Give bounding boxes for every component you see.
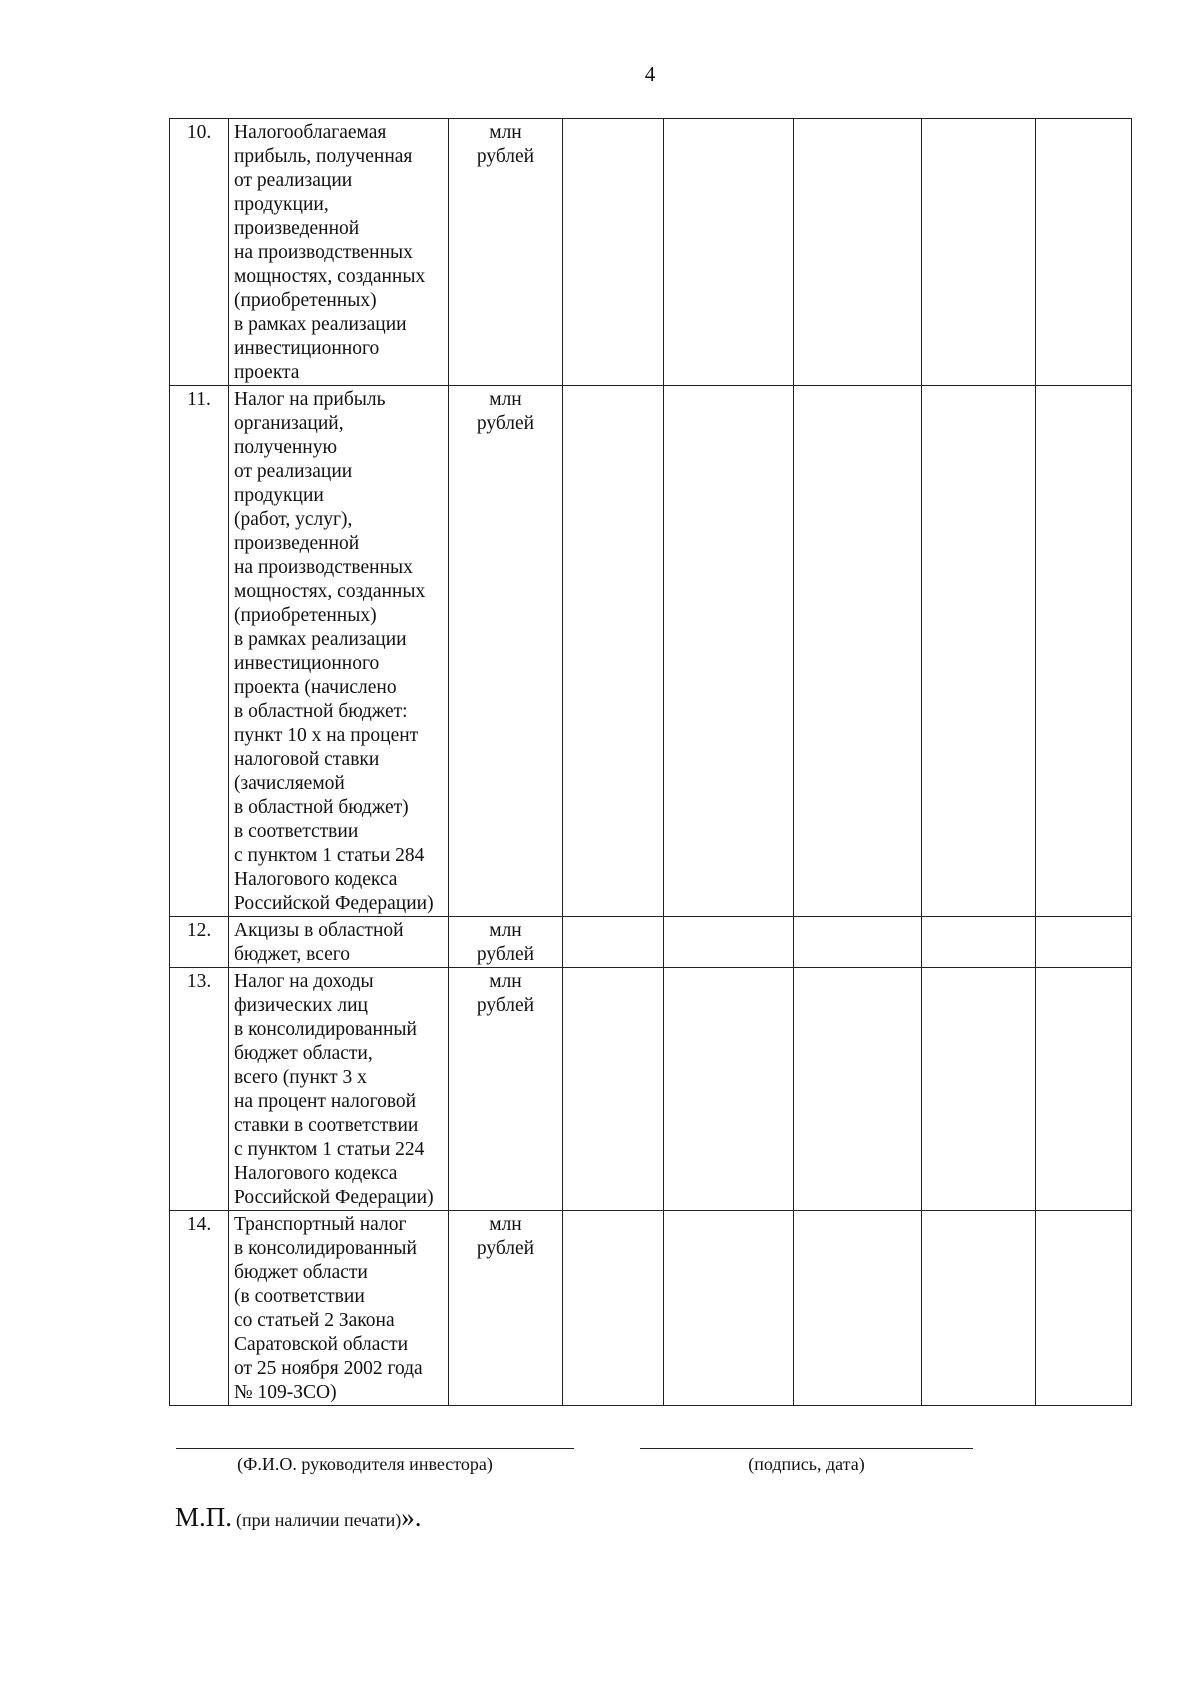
value-cell <box>664 1211 794 1406</box>
value-cell <box>922 386 1036 917</box>
value-cell <box>922 917 1036 968</box>
value-cell <box>922 119 1036 386</box>
value-cell <box>1036 917 1132 968</box>
value-cell <box>794 917 922 968</box>
row-unit: млн рублей <box>449 968 563 1211</box>
signature-line <box>640 1448 973 1449</box>
value-cell <box>664 119 794 386</box>
value-cell <box>664 968 794 1211</box>
table-row <box>170 917 1132 968</box>
table-row <box>170 119 1132 386</box>
row-number: 12. <box>170 917 229 968</box>
signature-block <box>0 1432 1200 1472</box>
row-description: Налогооблагаемая прибыль, полученная от реализации продукции, произведенной на производственных мощностях, созданных (приобретенных) в рамках реализации инвестиционного проекта <box>229 119 449 386</box>
row-number: 11. <box>170 386 229 917</box>
value-cell <box>563 917 664 968</box>
name-caption: (Ф.И.О. руководителя инвестора) <box>237 1454 493 1474</box>
row-number: 10. <box>170 119 229 386</box>
stamp-note <box>175 1502 421 1533</box>
row-description: Налог на прибыль организаций, полученную от реализации продукции (работ, услуг), произведенной на производственных мощностях, созданных (приобретенных) в рамках реализации инвестиционного проекта (начислено в областной бюджет: пункт 10 х на процент налоговой ставки (зачисляемой в областной бюджет) в соответствии с пунктом 1 статьи 284 Налогового кодекса Российской Федерации) <box>229 386 449 917</box>
row-unit: млн рублей <box>449 386 563 917</box>
name-line <box>176 1448 574 1449</box>
value-cell <box>664 917 794 968</box>
table-row <box>170 386 1132 917</box>
value-cell <box>563 1211 664 1406</box>
row-number: 14. <box>170 1211 229 1406</box>
value-cell <box>1036 119 1132 386</box>
table-row <box>170 1211 1132 1406</box>
value-cell <box>1036 968 1132 1211</box>
value-cell <box>794 1211 922 1406</box>
value-cell <box>563 119 664 386</box>
value-cell <box>794 968 922 1211</box>
row-unit: млн рублей <box>449 119 563 386</box>
row-number: 13. <box>170 968 229 1211</box>
row-description: Акцизы в областной бюджет, всего <box>229 917 449 968</box>
table-row <box>170 968 1132 1211</box>
value-cell <box>664 386 794 917</box>
value-cell <box>794 119 922 386</box>
value-cell <box>563 386 664 917</box>
stamp-abbreviation: М.П. <box>175 1502 233 1532</box>
closing-quote: ». <box>401 1502 422 1532</box>
row-description: Транспортный налог в консолидированный бюджет области (в соответствии со статьей 2 Закона Саратовской области от 25 ноября 2002 года № 109-ЗСО) <box>229 1211 449 1406</box>
value-cell <box>922 968 1036 1211</box>
row-unit: млн рублей <box>449 917 563 968</box>
row-unit: млн рублей <box>449 1211 563 1406</box>
indicators-table <box>169 118 1132 1406</box>
value-cell <box>1036 386 1132 917</box>
value-cell <box>563 968 664 1211</box>
signature-caption: (подпись, дата) <box>748 1454 865 1474</box>
stamp-condition: (при наличии печати) <box>236 1510 402 1530</box>
value-cell <box>1036 1211 1132 1406</box>
page-number: 4 <box>644 62 656 86</box>
value-cell <box>922 1211 1036 1406</box>
row-description: Налог на доходы физических лиц в консолидированный бюджет области, всего (пункт 3 х на процент налоговой ставки в соответствии с пунктом 1 статьи 224 Налогового кодекса Российской Федерации) <box>229 968 449 1211</box>
value-cell <box>794 386 922 917</box>
